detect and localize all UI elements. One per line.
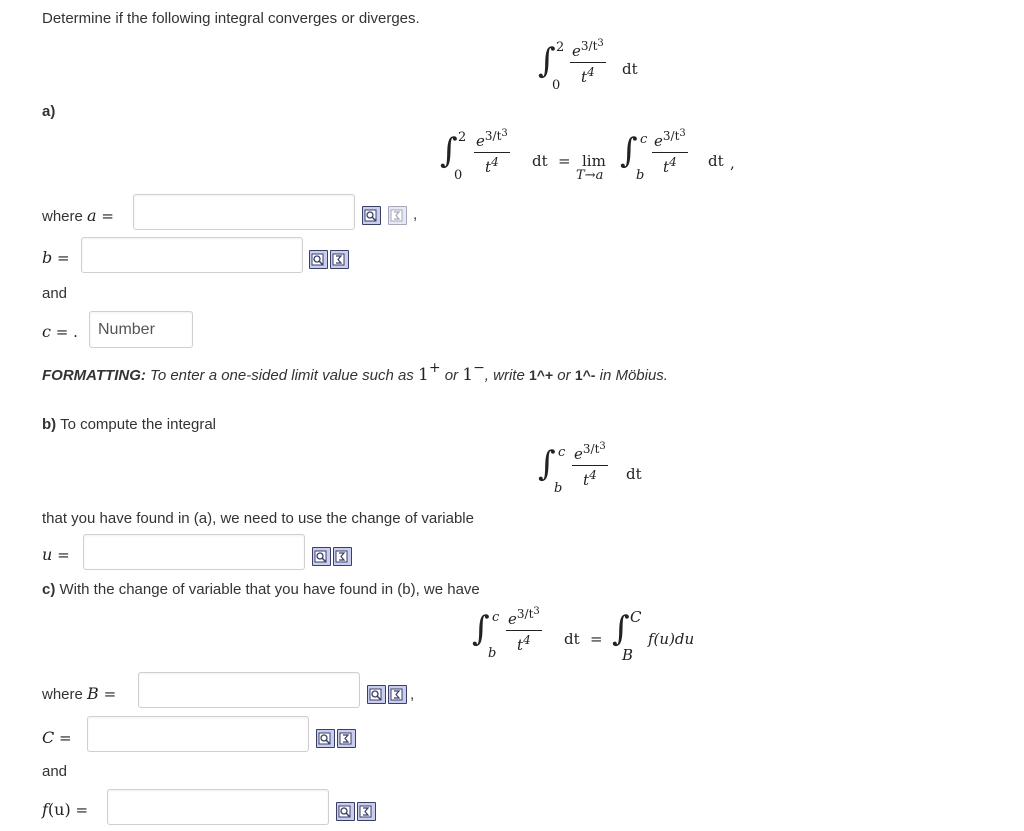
integral-sign: ∫ bbox=[538, 41, 556, 81]
f-input[interactable] bbox=[107, 789, 329, 825]
integral-upper: 2 bbox=[556, 40, 565, 55]
part-a-label: a) bbox=[42, 103, 56, 120]
lim-subscript: T→a bbox=[576, 168, 604, 183]
main-integral bbox=[538, 38, 658, 98]
lim-operator: lim bbox=[582, 152, 606, 170]
u-label: u = bbox=[42, 545, 70, 564]
where-a-label: where a = bbox=[42, 206, 114, 225]
c-input[interactable] bbox=[89, 311, 193, 348]
formatting-label: FORMATTING: bbox=[42, 367, 146, 384]
preview-icon[interactable] bbox=[367, 685, 386, 704]
b-input[interactable] bbox=[81, 237, 303, 273]
question-text: Determine if the following integral converges or diverges. bbox=[42, 10, 420, 27]
formatting-note: FORMATTING: To enter a one-sided limit value such as 1+ or 1−, write 1^+ or 1^- in Möbius. bbox=[42, 360, 668, 385]
preview-icon[interactable] bbox=[312, 547, 331, 566]
where-B-label: where B = bbox=[42, 684, 117, 703]
equation-editor-icon[interactable] bbox=[388, 685, 407, 704]
preview-icon[interactable] bbox=[336, 802, 355, 821]
preview-icon[interactable] bbox=[316, 729, 335, 748]
b-label: b = bbox=[42, 248, 70, 267]
equation-editor-icon[interactable] bbox=[330, 250, 349, 269]
integrand-fraction: $\frac{e^{3/t^3}}{t^4}$ bbox=[572, 38, 604, 86]
integral-dt: dt bbox=[622, 60, 638, 78]
and-text-2: and bbox=[42, 763, 68, 780]
preview-icon[interactable] bbox=[309, 250, 328, 269]
limit-equation: ∫ 2 0 $\frac{e^{3/t^3}}{t^4}$ dt = lim T→a ∫ c b $\frac{e^{3/t^3}}{t^4}$ dt , bbox=[440, 128, 735, 183]
integral-lower: 0 bbox=[552, 78, 561, 93]
equation-editor-icon[interactable] bbox=[337, 729, 356, 748]
B-input[interactable] bbox=[138, 672, 360, 708]
preview-icon[interactable] bbox=[362, 206, 381, 225]
and-text: and bbox=[42, 285, 68, 302]
equation-editor-icon[interactable] bbox=[333, 547, 352, 566]
part-b-after-text: that you have found in (a), we need to use the change of variable bbox=[42, 510, 474, 527]
c-label: c = . bbox=[42, 322, 78, 341]
equation-editor-icon[interactable] bbox=[357, 802, 376, 821]
part-c-heading: c) With the change of variable that you have found in (b), we have bbox=[42, 581, 480, 598]
C-label: C = bbox=[42, 728, 72, 747]
a-input[interactable] bbox=[133, 194, 355, 230]
part-b-integral: ∫ c b $\frac{e^{3/t^3}}{t^4}$ dt bbox=[538, 441, 642, 496]
part-c-equation: ∫ c b $\frac{e^{3/t^3}}{t^4}$ dt = ∫ C B f(u)du bbox=[472, 606, 695, 664]
f-label: f(u) = bbox=[42, 800, 89, 819]
fu-du: f(u)du bbox=[648, 630, 695, 648]
u-input[interactable] bbox=[83, 534, 305, 570]
equation-editor-icon[interactable] bbox=[388, 206, 407, 225]
part-b-heading: b) To compute the integral bbox=[42, 416, 216, 433]
C-input[interactable] bbox=[87, 716, 309, 752]
